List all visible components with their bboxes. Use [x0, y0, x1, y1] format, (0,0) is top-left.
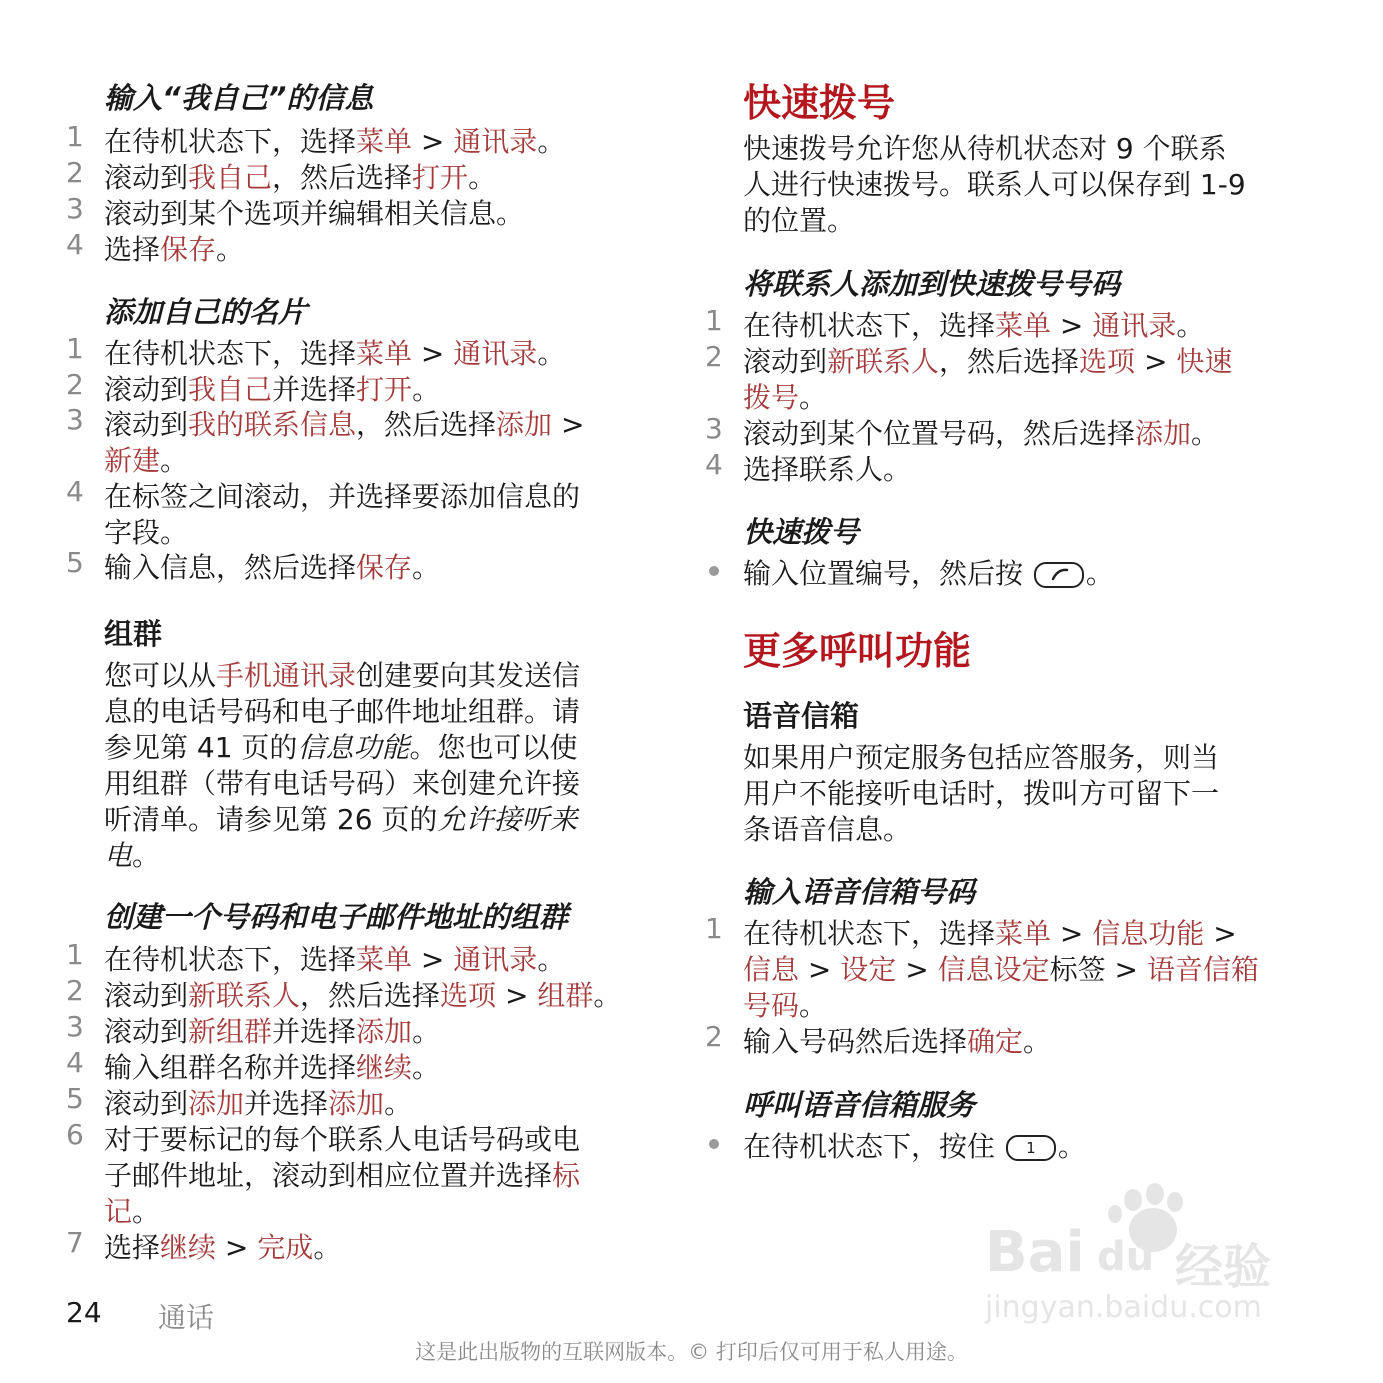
- menu-term: 菜单: [995, 309, 1052, 342]
- text-run: 参见第 41 页的: [104, 731, 298, 764]
- text-run: >: [552, 408, 585, 442]
- step-text: [104, 1010, 440, 1050]
- menu-term: 选项: [1079, 345, 1136, 378]
- menu-term: 确定: [967, 1025, 1024, 1058]
- menu-term: 菜单: [356, 337, 413, 370]
- text-run: 在待机状态下，选择: [104, 943, 357, 976]
- text-run: 在待机状态下，选择: [743, 917, 996, 950]
- step-text: [743, 984, 827, 1024]
- paragraph-line: [104, 798, 577, 838]
- text-run: 。: [412, 1051, 441, 1084]
- step-number: 3: [66, 403, 84, 437]
- step-text: [743, 340, 1232, 380]
- step-number: 1: [705, 912, 723, 945]
- text-run: >: [799, 953, 841, 986]
- footer-note: 这是此出版物的互联网版本。© 打印后仅可用于私人用途。: [415, 1340, 968, 1364]
- step-text: [743, 1020, 1051, 1060]
- step-text: [104, 192, 524, 232]
- text-run: 在待机状态下，按住: [743, 1130, 1004, 1163]
- menu-term: 我的联系信息: [188, 408, 357, 442]
- step-number: 2: [705, 340, 723, 373]
- text-run: 。: [160, 444, 189, 478]
- step-text: [743, 376, 827, 416]
- paragraph-line: [104, 726, 577, 766]
- menu-term: 信息: [743, 953, 800, 986]
- text-run: 滚动到某个选项并编辑相关信息。: [104, 197, 525, 230]
- bullet-text: [743, 552, 1114, 592]
- text-run: 创建要向其发送信: [356, 659, 581, 692]
- menu-term: 快速: [1176, 345, 1233, 378]
- text-run: ，然后选择: [272, 161, 413, 194]
- menu-term: 记: [104, 1195, 133, 1228]
- reference-title: 电: [104, 839, 133, 872]
- step-text: [104, 332, 565, 372]
- step-number: 1: [66, 938, 84, 971]
- step-number: 7: [66, 1226, 84, 1259]
- menu-term: 信息功能: [1092, 917, 1205, 950]
- text-run: 。: [384, 1087, 413, 1120]
- step-text: [104, 120, 565, 160]
- text-run: 。: [313, 1231, 342, 1264]
- text-run: 。: [132, 839, 161, 872]
- step-number: 1: [66, 332, 84, 365]
- text-run: >: [1135, 345, 1177, 378]
- menu-term: 新联系人: [827, 345, 940, 378]
- menu-term: 手机通讯录: [216, 659, 357, 692]
- step-number: 1: [705, 304, 723, 337]
- text-run: 输入信息，然后选择: [104, 551, 357, 585]
- step-number: 3: [66, 192, 84, 225]
- step-number: 5: [66, 1082, 84, 1115]
- step-number: 3: [66, 1010, 84, 1043]
- text-run: 您可以从: [104, 659, 217, 692]
- step-text: [743, 304, 1204, 344]
- text-run: 选择联系人。: [743, 453, 912, 486]
- watermark-cn: 经验: [1175, 1239, 1272, 1295]
- text-run: 。您也可以使: [409, 731, 578, 764]
- menu-term: 通讯录: [1092, 309, 1177, 342]
- step-text: [104, 1046, 440, 1086]
- text-run: ，然后选择: [939, 345, 1080, 378]
- bullet-dot-icon: [709, 1139, 719, 1149]
- menu-term: 组群: [537, 979, 594, 1012]
- key-label: 1: [1026, 1139, 1036, 1157]
- text-run: 。: [412, 372, 441, 406]
- step-number: 1: [66, 120, 84, 153]
- text-run: 。: [537, 943, 566, 976]
- menu-term: 添加: [188, 1087, 245, 1120]
- menu-term: 新组群: [188, 1015, 273, 1048]
- text-run: 并选择: [272, 372, 357, 406]
- step-number: 4: [66, 228, 84, 261]
- text-run: 用户不能接听电话时，拨叫方可留下一: [743, 777, 1220, 810]
- text-run: >: [412, 125, 454, 158]
- text-run: 滚动到: [104, 1087, 189, 1120]
- text-run: 滚动到: [743, 345, 828, 378]
- step-text: [104, 368, 440, 408]
- text-run: 滚动到: [104, 1015, 189, 1048]
- step-text: [104, 546, 440, 586]
- heading-my-info: 输入“我自己”的信息: [104, 81, 374, 115]
- text-run: 滚动到: [104, 372, 189, 406]
- paragraph-line: [743, 199, 855, 239]
- heading-create-group: 创建一个号码和电子邮件地址的组群: [104, 900, 569, 934]
- menu-term: 添加: [496, 408, 553, 442]
- watermark-url: jingyan.baidu.com: [985, 1290, 1262, 1325]
- paragraph-line: [104, 654, 580, 694]
- step-text: [743, 412, 1219, 452]
- text-run: 输入组群名称并选择: [104, 1051, 357, 1084]
- text-run: 。: [799, 989, 828, 1022]
- text-run: 。: [468, 161, 497, 194]
- menu-term: 打开: [356, 372, 413, 406]
- menu-term: 新建: [104, 444, 161, 478]
- menu-term: 继续: [356, 1051, 413, 1084]
- step-text: [104, 1082, 412, 1122]
- heading-groups: 组群: [104, 617, 163, 651]
- text-run: >: [1051, 309, 1093, 342]
- text-run: 。: [1191, 417, 1220, 450]
- text-run: 。: [216, 233, 245, 266]
- menu-term: 菜单: [995, 917, 1052, 950]
- menu-term: 完成: [257, 1231, 314, 1264]
- menu-term: 添加: [356, 1015, 413, 1048]
- step-text: [743, 912, 1237, 952]
- section-name: 通话: [158, 1301, 215, 1334]
- text-run: 在待机状态下，选择: [104, 125, 357, 158]
- step-number: 3: [705, 412, 723, 445]
- bullet-text: [743, 1125, 1086, 1165]
- text-run: 并选择: [272, 1015, 357, 1048]
- menu-term: 保存: [160, 233, 217, 266]
- text-run: 在标签之间滚动，并选择要添加信息的: [104, 479, 581, 513]
- heading-speed-dial: 快速拨号: [743, 81, 896, 125]
- paragraph-line: [743, 163, 1246, 203]
- text-run: 条语音信息。: [743, 813, 912, 846]
- bullet-dot-icon: [709, 566, 719, 576]
- menu-term: 通讯录: [453, 943, 538, 976]
- step-text: [104, 228, 244, 268]
- menu-term: 菜单: [356, 943, 413, 976]
- step-number: 2: [66, 367, 84, 401]
- page-number: 24: [66, 1296, 102, 1329]
- watermark-brand: Bai: [985, 1220, 1085, 1285]
- step-text: [104, 1154, 580, 1194]
- menu-term: 信息设定: [937, 953, 1050, 986]
- text-run: 滚动到某个位置号码，然后选择: [743, 417, 1136, 450]
- menu-term: 菜单: [356, 125, 413, 158]
- text-run: >: [412, 337, 454, 370]
- heading-voicemail: 语音信箱: [743, 699, 860, 733]
- text-run: 在待机状态下，选择: [743, 309, 996, 342]
- step-number: 4: [66, 474, 84, 508]
- text-run: 快速拨号允许您从待机状态对 9 个联系: [743, 132, 1227, 165]
- menu-term: 通讯录: [453, 125, 538, 158]
- baidu-watermark: [985, 1180, 1305, 1330]
- text-run: 听清单。请参见第 26 页的: [104, 803, 438, 836]
- text-run: >: [1051, 917, 1093, 950]
- text-run: 。: [1023, 1025, 1052, 1058]
- menu-term: 标: [552, 1159, 581, 1192]
- watermark-brand2: du: [1097, 1234, 1155, 1280]
- reference-title: 允许接听来: [437, 803, 578, 836]
- step-text: [104, 156, 496, 196]
- heading-enter-voicemail-number: 输入语音信箱号码: [743, 875, 976, 909]
- heading-more-call-features: 更多呼叫功能: [743, 629, 972, 673]
- menu-term: 语音信箱: [1146, 953, 1259, 986]
- step-text: [104, 511, 188, 551]
- text-run: >: [896, 953, 938, 986]
- text-run: 用组群（带有电话号码）来创建允许接: [104, 767, 581, 800]
- heading-add-card: 添加自己的名片: [104, 295, 308, 329]
- step-number: 4: [705, 448, 723, 481]
- key-1-icon: [1006, 1135, 1056, 1161]
- text-run: 。: [1176, 309, 1205, 342]
- step-text: [104, 439, 188, 479]
- text-run: 字段。: [104, 515, 189, 549]
- text-run: >: [496, 979, 538, 1012]
- paragraph-line: [104, 762, 580, 802]
- text-run: 。: [799, 381, 828, 414]
- text-run: 输入位置编号，然后按: [743, 557, 1032, 590]
- text-run: 标签 >: [1049, 953, 1147, 986]
- reference-title: 信息功能: [297, 731, 410, 764]
- text-run: 。: [1085, 557, 1114, 590]
- heading-speed-dialing: 快速拨号: [743, 515, 860, 549]
- text-run: 对于要标记的每个联系人电话号码或电: [104, 1123, 581, 1156]
- menu-term: 添加: [328, 1087, 385, 1120]
- text-run: 子邮件地址，滚动到相应位置并选择: [104, 1159, 553, 1192]
- text-run: 滚动到: [104, 161, 189, 194]
- step-text: [743, 948, 1259, 988]
- text-run: 选择: [104, 1231, 161, 1264]
- text-run: 人进行快速拨号。联系人可以保存到 1-9: [743, 168, 1246, 201]
- paragraph-line: [104, 690, 580, 730]
- text-run: 滚动到: [104, 408, 189, 442]
- step-text: [104, 974, 621, 1014]
- text-run: >: [1204, 917, 1237, 950]
- step-number: 2: [66, 974, 84, 1007]
- text-run: 选择: [104, 233, 161, 266]
- step-text: [104, 938, 565, 978]
- paragraph-line: [743, 772, 1219, 812]
- text-run: >: [412, 943, 454, 976]
- text-run: 。: [1057, 1130, 1086, 1163]
- text-run: 输入号码然后选择: [743, 1025, 968, 1058]
- text-run: 。: [132, 1195, 161, 1228]
- text-run: 如果用户预定服务包括应答服务，则当: [743, 741, 1220, 774]
- menu-term: 打开: [412, 161, 469, 194]
- text-run: 的位置。: [743, 204, 856, 237]
- menu-term: 通讯录: [453, 337, 538, 370]
- step-number: 2: [705, 1020, 723, 1053]
- menu-term: 设定: [840, 953, 897, 986]
- paragraph-line: [104, 834, 160, 874]
- menu-term: 拨号: [743, 381, 800, 414]
- step-number: 6: [66, 1118, 84, 1151]
- text-run: 。: [593, 979, 622, 1012]
- text-run: 息的电话号码和电子邮件地址组群。请: [104, 695, 581, 728]
- step-number: 4: [66, 1046, 84, 1079]
- text-run: ，然后选择: [300, 979, 441, 1012]
- text-run: >: [216, 1231, 258, 1264]
- menu-term: 添加: [1135, 417, 1192, 450]
- text-run: 。: [412, 551, 441, 585]
- paragraph-line: [743, 808, 911, 848]
- text-run: 滚动到: [104, 979, 189, 1012]
- text-run: 在待机状态下，选择: [104, 337, 357, 370]
- text-run: ，然后选择: [356, 408, 497, 442]
- menu-term: 我自己: [188, 161, 273, 194]
- call-key-icon: [1034, 562, 1084, 588]
- menu-term: 号码: [743, 989, 800, 1022]
- menu-term: 选项: [440, 979, 497, 1012]
- step-text: [104, 1118, 580, 1158]
- menu-term: 继续: [160, 1231, 217, 1264]
- step-number: 5: [66, 546, 84, 580]
- menu-term: 我自己: [188, 372, 273, 406]
- text-run: 并选择: [244, 1087, 329, 1120]
- text-run: 。: [537, 125, 566, 158]
- text-run: 。: [537, 337, 566, 370]
- menu-term: 新联系人: [188, 979, 301, 1012]
- paragraph-line: [743, 736, 1219, 776]
- step-text: [743, 448, 911, 488]
- heading-call-voicemail: 呼叫语音信箱服务: [743, 1088, 976, 1122]
- step-text: [104, 1190, 160, 1230]
- step-number: 2: [66, 156, 84, 189]
- paragraph-line: [743, 127, 1227, 167]
- menu-term: 保存: [356, 551, 413, 585]
- text-run: 。: [412, 1015, 441, 1048]
- heading-add-speed-dial: 将联系人添加到快速拨号号码: [743, 267, 1121, 301]
- step-text: [104, 1226, 341, 1266]
- step-text: [104, 475, 580, 515]
- step-text: [104, 403, 584, 443]
